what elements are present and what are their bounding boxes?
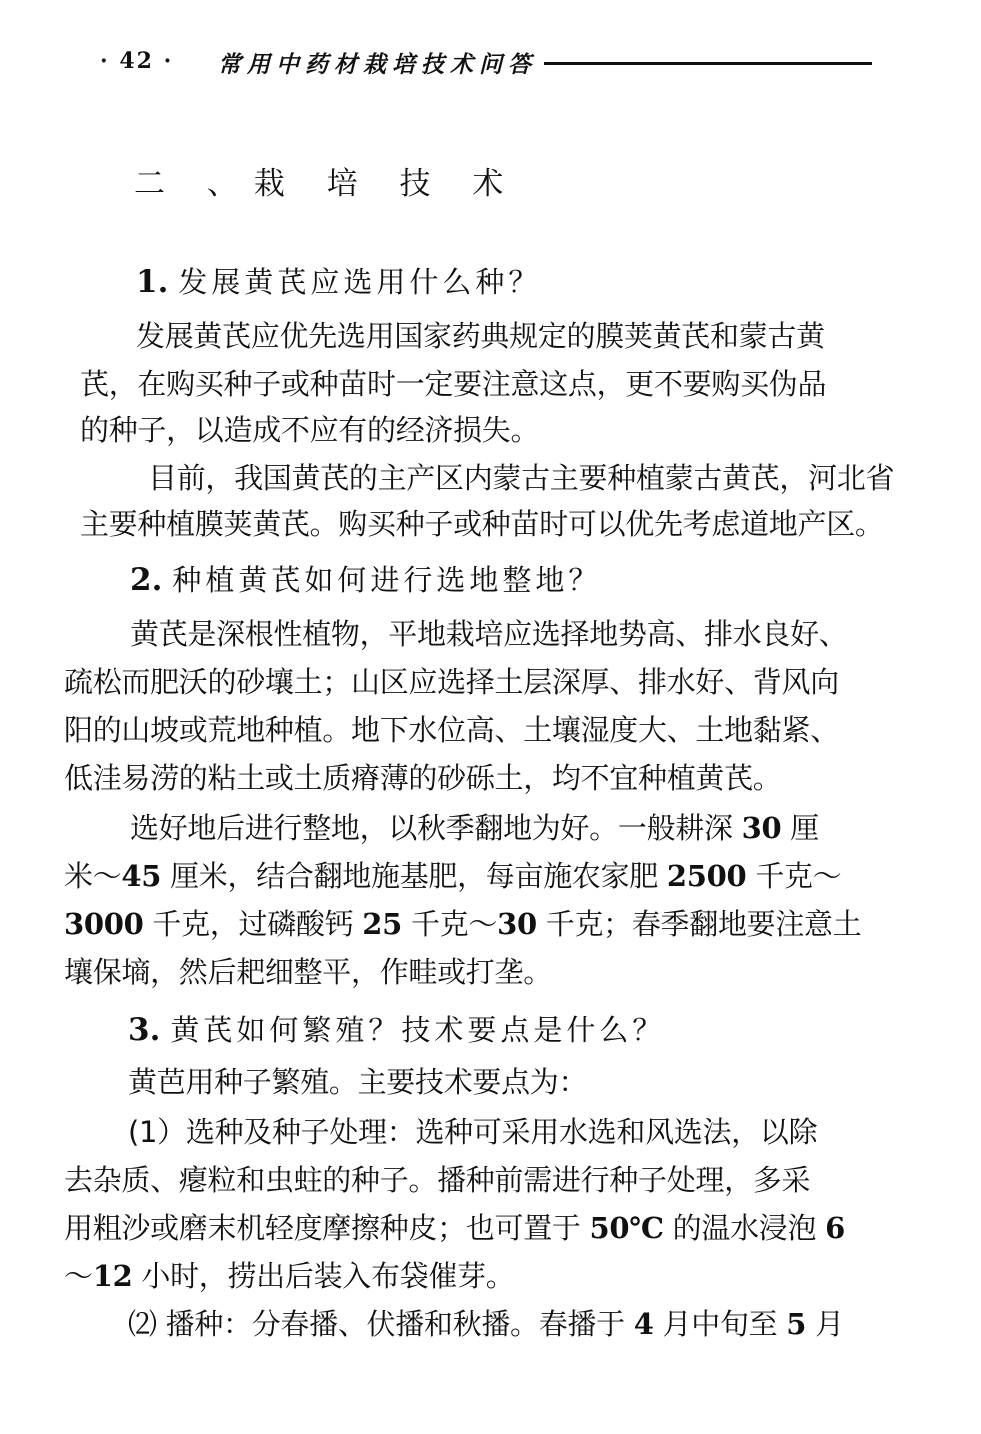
text-line — [64, 906, 861, 942]
text-line: 壤保墒，然后耙细整平，作畦或打垄。 — [64, 955, 552, 989]
text-run: 月中旬至 — [653, 1307, 787, 1341]
number-run: 50℃ — [589, 1211, 664, 1245]
text-run: 厘 — [781, 811, 820, 845]
text-line: 主要种植膜荚黄芪。购买种子或种苗时可以优先考虑道地产区。 — [80, 507, 884, 541]
question-text: 种植黄芪如何进行选地整地？ — [172, 563, 602, 597]
text-run: 选好地后进行整地，以秋季翻地为好。一般耕深 — [130, 811, 742, 845]
text-line: 去杂质、瘪粒和虫蛀的种子。播种前需进行种子处理，多采 — [64, 1163, 811, 1197]
question-number: 1. — [136, 264, 169, 300]
number-run: 45 — [121, 859, 162, 893]
page-header — [100, 44, 880, 84]
number-run: 6 — [825, 1211, 845, 1245]
question-number: 3. — [128, 1012, 161, 1048]
text-line: 疏松而肥沃的砂壤土；山区应选择土层深厚、排水好、背风向 — [64, 665, 839, 699]
number-run: 12 — [92, 1259, 133, 1293]
running-title: 常用中药材栽培技术问答 — [218, 51, 537, 78]
text-run: 厘米，结合翻地施基肥，每亩施农家肥 — [161, 859, 667, 893]
number-run: 5 — [786, 1307, 807, 1341]
text-line: 低洼易涝的粘土或土质瘠薄的砂砾土，均不宜种植黄芪。 — [64, 761, 782, 795]
text-line: 阳的山坡或荒地种植。地下水位高、土壤湿度大、土地黏紧、 — [64, 713, 839, 747]
number-run: 30 — [741, 811, 782, 845]
text-run: 小时，捞出后装入布袋催芽。 — [132, 1259, 515, 1293]
text-line: 的种子，以造成不应有的经济损失。 — [80, 413, 540, 447]
header-rule — [544, 62, 872, 65]
text-line: 发展黄芪应优先选用国家药典规定的膜荚黄芪和蒙古黄 — [136, 319, 825, 353]
text-line: 黄芪是深根性植物，平地栽培应选择地势高、排水良好、 — [130, 617, 848, 651]
number-run: 25 — [362, 907, 403, 941]
text-line — [64, 1258, 515, 1294]
text-run: 千克～ — [402, 907, 498, 941]
question-number: 2. — [130, 562, 163, 598]
question-2-heading — [130, 558, 601, 599]
text-line: 芪，在购买种子或种苗时一定要注意这点，更不要购买伪品 — [80, 367, 827, 401]
text-run: 米～ — [64, 859, 122, 893]
text-run: 千克～ — [746, 859, 842, 893]
text-run: 千克，过磷酸钙 — [143, 907, 363, 941]
text-run: 用粗沙或磨末机轻度摩擦种皮；也可置于 — [64, 1211, 590, 1245]
text-run: ⑵ 播种：分春播、伏播和秋播。春播于 — [128, 1307, 634, 1341]
text-run: 千克；春季翻地要注意土 — [536, 907, 862, 941]
text-line: (1）选种及种子处理：选种可采用水选和风选法，以除 — [128, 1115, 818, 1149]
question-text: 发展黄芪应选用什么种？ — [178, 265, 542, 299]
text-line — [64, 858, 841, 894]
question-text: 黄芪如何繁殖？技术要点是什么？ — [170, 1013, 666, 1047]
section-title: 二 、栽 培 技 术 — [134, 166, 520, 202]
question-1-heading — [136, 260, 541, 301]
text-run: 月 — [806, 1307, 844, 1341]
number-run: 3000 — [64, 907, 144, 941]
text-line — [130, 810, 819, 846]
page-number: · 42 · — [100, 48, 174, 74]
number-run: 4 — [633, 1307, 654, 1341]
text-line: 目前，我国黄芪的主产区内蒙古主要种植蒙古黄芪，河北省 — [148, 461, 895, 495]
text-run: ～ — [64, 1259, 93, 1293]
number-run: 30 — [497, 907, 537, 941]
question-3-heading — [128, 1008, 665, 1049]
text-line — [128, 1306, 844, 1342]
text-run: 的温水浸泡 — [663, 1211, 826, 1245]
number-run: 2500 — [666, 859, 747, 893]
text-line — [64, 1210, 845, 1246]
text-line: 黄芭用种子繁殖。主要技术要点为： — [128, 1065, 588, 1099]
